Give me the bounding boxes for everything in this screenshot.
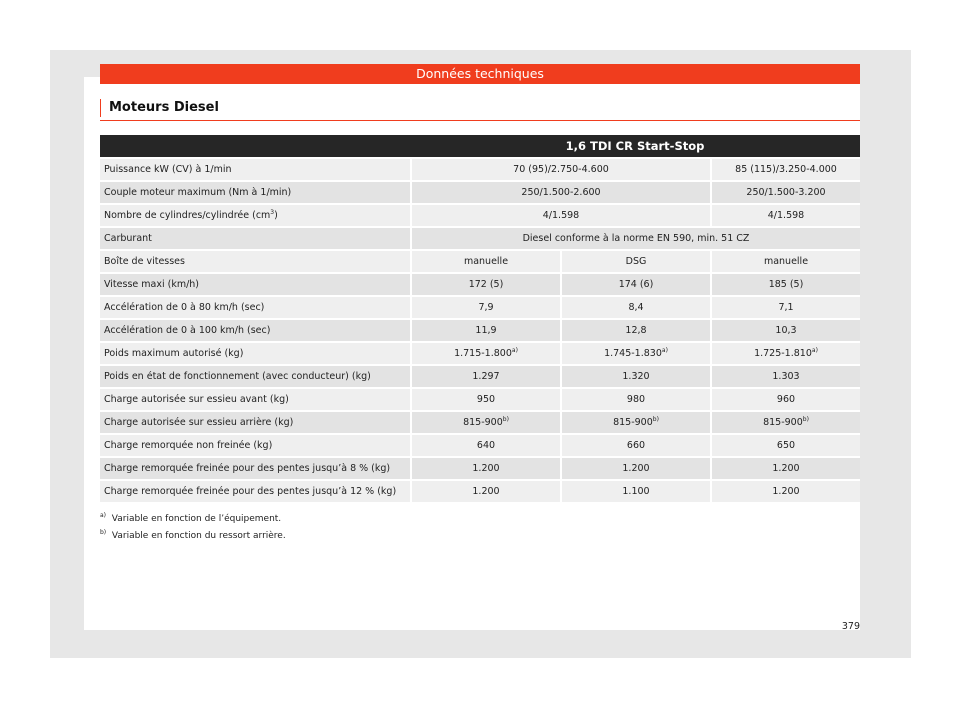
footnote — [100, 531, 286, 541]
cell-value: 4/1.598 — [710, 205, 860, 226]
row-label-text: ) — [274, 210, 278, 221]
cell-value: Diesel conforme à la norme EN 590, min. 51 CZ — [410, 228, 860, 249]
cell-value: 11,9 — [410, 320, 560, 341]
superscript: 3 — [270, 208, 275, 216]
cell-value: 70 (95)/2.750-4.600 — [410, 159, 710, 180]
footnote-ref: a) — [511, 346, 518, 354]
cell-value: 1.303 — [710, 366, 860, 387]
cell-value: 1.200 — [410, 481, 560, 502]
table-row — [100, 297, 860, 318]
footnote-mark: a) — [100, 512, 107, 519]
row-label: Charge remorquée non freinée (kg) — [100, 435, 410, 456]
cell-value: 185 (5) — [710, 274, 860, 295]
table-row — [100, 274, 860, 295]
table-row — [100, 182, 860, 203]
specs-table — [100, 133, 860, 504]
cell-value: 7,1 — [710, 297, 860, 318]
cell-value: 250/1.500-3.200 — [710, 182, 860, 203]
table-header-row — [100, 135, 860, 157]
cell-text: 1.715-1.800 — [454, 348, 512, 359]
cell-value: 85 (115)/3.250-4.000 — [710, 159, 860, 180]
row-label — [100, 205, 410, 226]
cell-text: 815-900 — [613, 417, 653, 428]
header-blank-cell — [100, 135, 410, 157]
table-row — [100, 320, 860, 341]
row-label: Poids en état de fonctionnement (avec conducteur) (kg) — [100, 366, 410, 387]
cell-value — [560, 412, 710, 433]
cell-value: manuelle — [710, 251, 860, 272]
row-label: Charge remorquée freinée pour des pentes jusqu’à 12 % (kg) — [100, 481, 410, 502]
footnote-ref: a) — [811, 346, 818, 354]
table-row — [100, 481, 860, 502]
row-label: Accélération de 0 à 100 km/h (sec) — [100, 320, 410, 341]
row-label: Boîte de vitesses — [100, 251, 410, 272]
footnote-ref: a) — [661, 346, 668, 354]
cell-text: 815-900 — [463, 417, 503, 428]
cell-value: 1.100 — [560, 481, 710, 502]
footnote — [100, 514, 281, 524]
row-label: Poids maximum autorisé (kg) — [100, 343, 410, 364]
footnote-text: Variable en fonction de l’équipement. — [111, 514, 282, 524]
cell-value: 10,3 — [710, 320, 860, 341]
table-row — [100, 458, 860, 479]
table-row — [100, 435, 860, 456]
cell-value: 660 — [560, 435, 710, 456]
cell-value: 950 — [410, 389, 560, 410]
cell-value: 174 (6) — [560, 274, 710, 295]
cell-value: 1.200 — [560, 458, 710, 479]
cell-value — [710, 343, 860, 364]
table-row — [100, 228, 860, 249]
footnote-text: Variable en fonction du ressort arrière. — [111, 531, 286, 541]
row-label: Carburant — [100, 228, 410, 249]
table-row — [100, 412, 860, 433]
cell-value: DSG — [560, 251, 710, 272]
cell-value — [410, 412, 560, 433]
row-label: Vitesse maxi (km/h) — [100, 274, 410, 295]
cell-value: 172 (5) — [410, 274, 560, 295]
section-title: Moteurs Diesel — [100, 99, 219, 117]
footnote-ref: b) — [502, 415, 509, 423]
footnote-ref: b) — [652, 415, 659, 423]
footnote-mark: b) — [100, 529, 107, 536]
cell-value: 250/1.500-2.600 — [410, 182, 710, 203]
cell-value: 8,4 — [560, 297, 710, 318]
cell-value — [410, 343, 560, 364]
row-label: Puissance kW (CV) à 1/min — [100, 159, 410, 180]
row-label-text: Nombre de cylindres/cylindrée (cm — [104, 210, 271, 221]
cell-value: 960 — [710, 389, 860, 410]
cell-value: 1.320 — [560, 366, 710, 387]
row-label: Couple moteur maximum (Nm à 1/min) — [100, 182, 410, 203]
chapter-header: Données techniques — [100, 64, 860, 84]
table-row — [100, 251, 860, 272]
cell-text: 815-900 — [763, 417, 803, 428]
cell-text: 1.745-1.830 — [604, 348, 662, 359]
table-row — [100, 159, 860, 180]
cell-value — [710, 412, 860, 433]
row-label: Charge remorquée freinée pour des pentes jusqu’à 8 % (kg) — [100, 458, 410, 479]
engine-header: 1,6 TDI CR Start-Stop — [410, 135, 860, 157]
cell-value: 7,9 — [410, 297, 560, 318]
footnote-ref: b) — [802, 415, 809, 423]
cell-value: 980 — [560, 389, 710, 410]
cell-text: 1.725-1.810 — [754, 348, 812, 359]
cell-value — [560, 343, 710, 364]
table-row — [100, 389, 860, 410]
page-number: 379 — [841, 621, 860, 632]
cell-value: 1.297 — [410, 366, 560, 387]
table-row — [100, 205, 860, 226]
cell-value: 1.200 — [410, 458, 560, 479]
cell-value: 1.200 — [710, 481, 860, 502]
table-row — [100, 366, 860, 387]
row-label: Charge autorisée sur essieu avant (kg) — [100, 389, 410, 410]
cell-value: 4/1.598 — [410, 205, 710, 226]
cell-value: 650 — [710, 435, 860, 456]
table-row — [100, 343, 860, 364]
cell-value: manuelle — [410, 251, 560, 272]
row-label: Accélération de 0 à 80 km/h (sec) — [100, 297, 410, 318]
row-label: Charge autorisée sur essieu arrière (kg) — [100, 412, 410, 433]
cell-value: 1.200 — [710, 458, 860, 479]
section-divider — [100, 120, 860, 121]
cell-value: 12,8 — [560, 320, 710, 341]
cell-value: 640 — [410, 435, 560, 456]
